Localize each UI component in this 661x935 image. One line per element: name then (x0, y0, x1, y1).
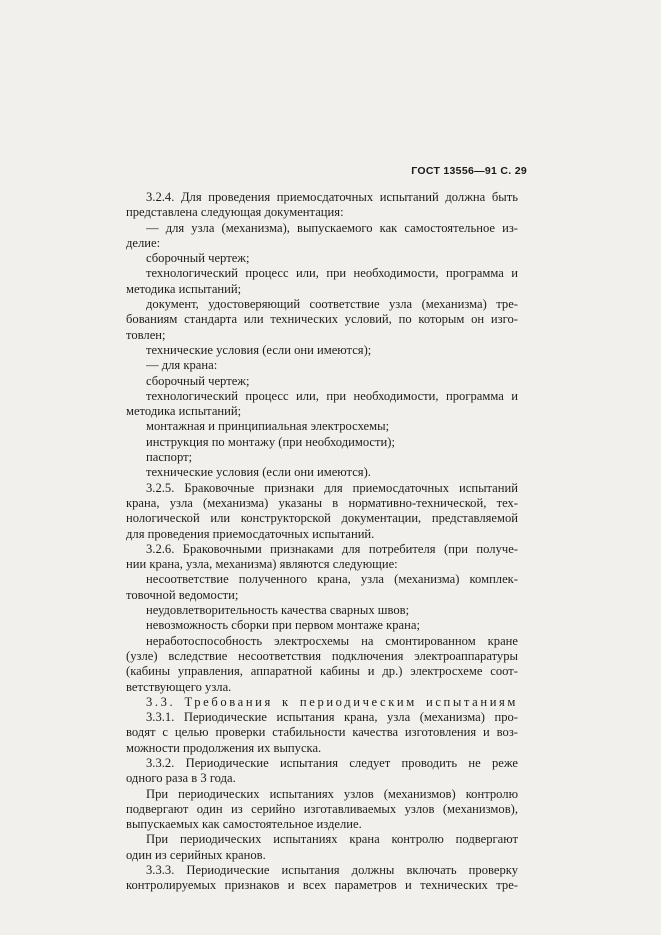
text-line: При периодических испытаниях узлов (механизмов) контролю (146, 786, 518, 801)
text-line: товлен; (126, 327, 166, 342)
text-line: для проведения приемосдаточных испытаний. (126, 526, 375, 541)
page-header: ГОСТ 13556—91 С. 29 (411, 165, 527, 177)
text-line: 3.2.5. Браковочные признаки для приемосдаточных испытаний (146, 480, 518, 495)
text-line: бованиям стандарта или технических условий, по которым он изго- (126, 312, 518, 327)
body-text (126, 190, 518, 894)
text-line: контролируемых признаков и всех параметров и технических тре- (126, 878, 518, 893)
text-line: методика испытаний; (126, 281, 242, 296)
text-line: делие: (126, 235, 161, 250)
text-line: нологической или конструкторской документации, представляемой (126, 511, 518, 526)
text-line: подвергают один из серийно изготавливаемых узлов (механизмов), (126, 801, 518, 816)
text-line: товочной ведомости; (126, 587, 239, 602)
text-line: сборочный чертеж; (146, 373, 250, 388)
text-line: сборочный чертеж; (146, 251, 250, 266)
text-line: ветствующего узла. (126, 679, 232, 694)
text-line: несоответствие полученного крана, узла (механизма) комплек- (146, 572, 518, 587)
text-line: паспорт; (146, 450, 193, 465)
text-line: одного раза в 3 года. (126, 771, 236, 786)
text-line: 3.2.4. Для проведения приемосдаточных испытаний должна быть (146, 190, 518, 204)
text-line: — для узла (механизма), выпускаемого как самостоятельное из- (146, 220, 518, 235)
text-line: (узле) вследствие несоответствия подключения электроаппаратуры (126, 648, 518, 663)
text-line: неработоспособность электросхемы на смонтированном кране (146, 633, 518, 648)
text-line: документ, удостоверяющий соответствие узла (механизма) тре- (146, 297, 518, 312)
text-line: крана, узла (механизма) указаны в нормативно-технической, тех- (126, 495, 518, 510)
text-line: можности продолжения их выпуска. (126, 740, 322, 755)
section-heading: 3.3. Требования к периодическим испытаниям (146, 694, 518, 709)
text-line: 3.3.2. Периодические испытания следует проводить не реже (146, 755, 518, 770)
text-line: водят с целью проверки стабильности качества изготовления и воз- (126, 725, 518, 740)
text-line: неудовлетворительность качества сварных швов; (146, 603, 410, 618)
text-line: 3.3.3. Периодические испытания должны включать проверку (146, 863, 518, 878)
text-line: (кабины управления, аппаратной кабины и др.) электросхеме соот- (126, 664, 518, 679)
text-line: один из серийных кранов. (126, 847, 266, 862)
text-line: методика испытаний; (126, 404, 242, 419)
text-line: невозможность сборки при первом монтаже крана; (146, 618, 420, 633)
text-line: технологический процесс или, при необходимости, программа и (146, 266, 518, 281)
text-line: инструкция по монтажу (при необходимости); (146, 434, 395, 449)
text-line: 3.3.1. Периодические испытания крана, узла (механизма) про- (146, 710, 518, 725)
text-line: представлена следующая документация: (126, 205, 344, 220)
text-line: — для крана: (146, 358, 218, 373)
text-line: нии крана, узла, механизма) являются следующие: (126, 557, 398, 572)
text-line: технические условия (если они имеются); (146, 342, 372, 357)
text-line: 3.2.6. Браковочными признаками для потребителя (при получе- (146, 541, 518, 556)
text-line: технические условия (если они имеются). (146, 465, 371, 480)
text-line: технологический процесс или, при необходимости, программа и (146, 388, 518, 403)
text-line: При периодических испытаниях крана контролю подвергают (146, 832, 518, 847)
text-line: монтажная и принципиальная электросхемы; (146, 419, 390, 434)
text-line: выпускаемых как самостоятельное изделие. (126, 817, 362, 832)
